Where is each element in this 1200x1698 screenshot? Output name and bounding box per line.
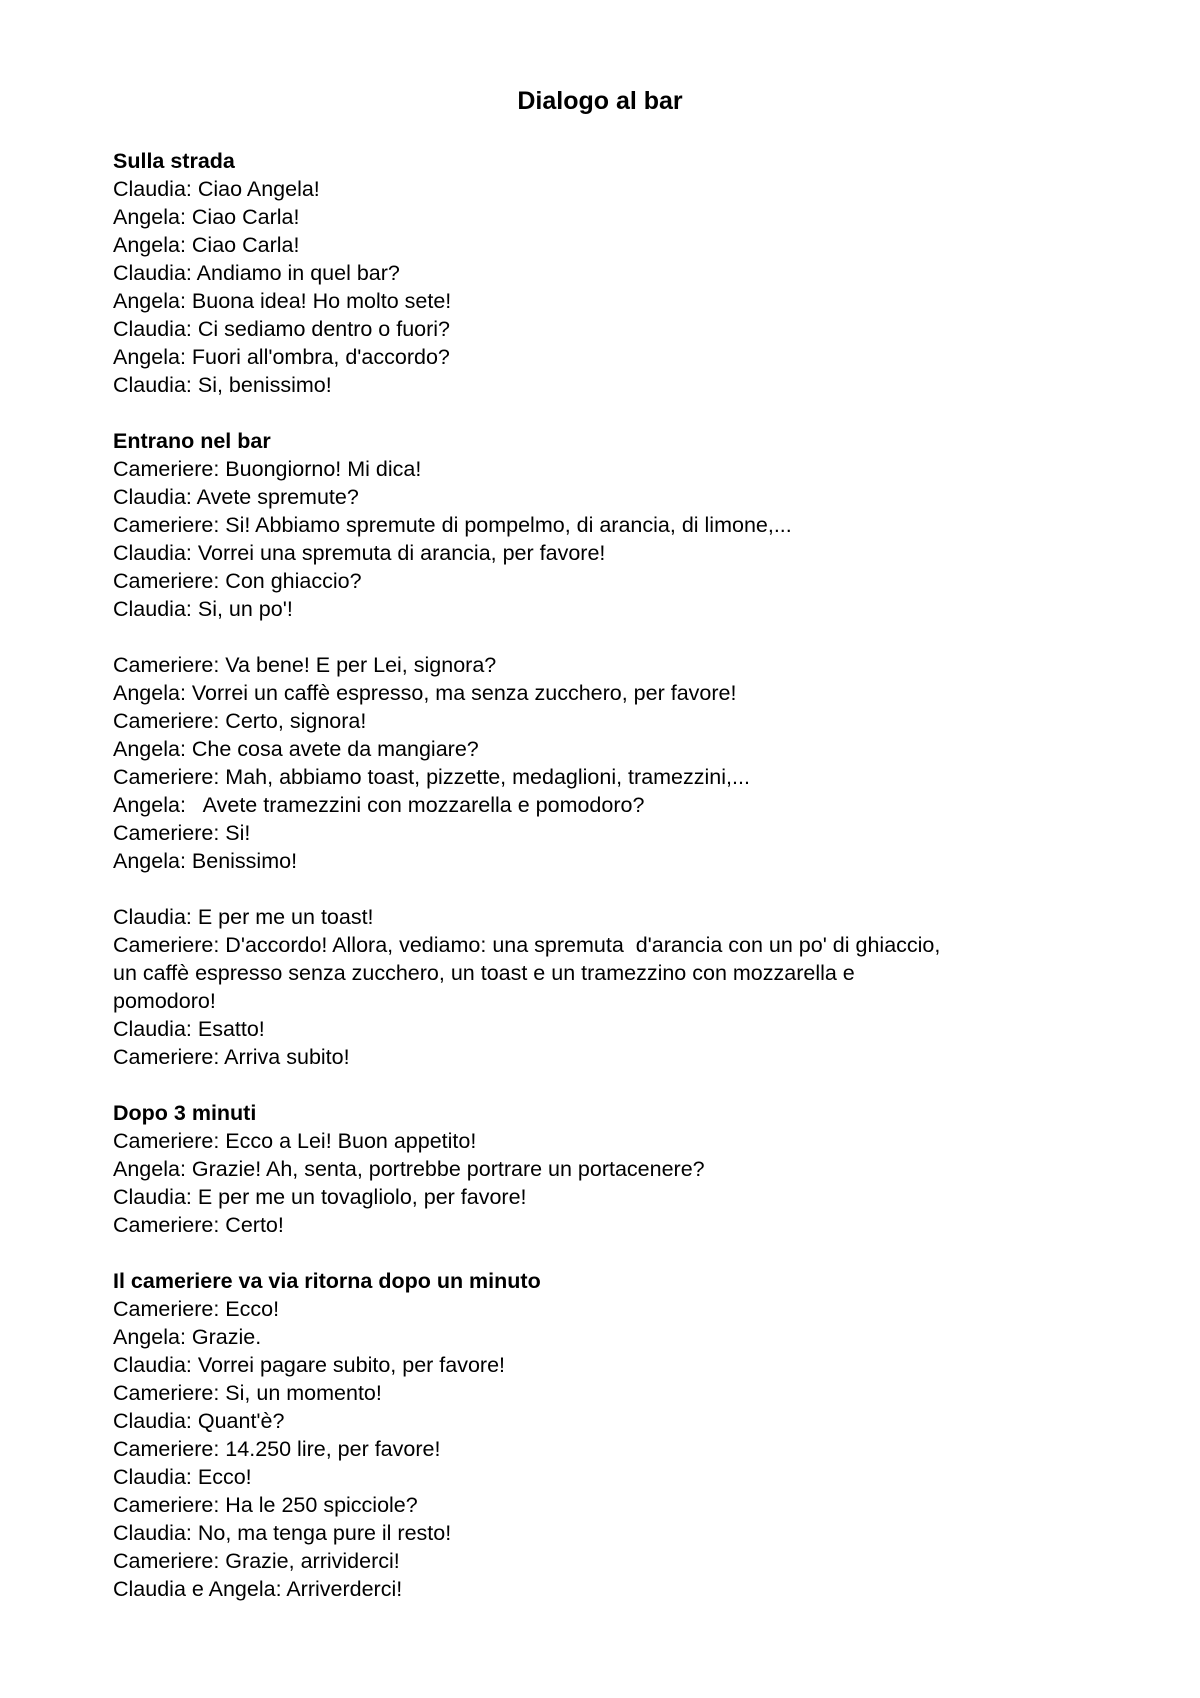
dialogue-line: Angela: Fuori all'ombra, d'accordo? bbox=[113, 345, 450, 369]
dialogue-group bbox=[113, 651, 1073, 875]
dialogue-line: Cameriere: Certo! bbox=[113, 1213, 284, 1237]
dialogue-line: Cameriere: Grazie, arrividerci! bbox=[113, 1549, 400, 1573]
dialogue-group bbox=[113, 175, 1073, 399]
dialogue-line: Angela: Vorrei un caffè espresso, ma senza zucchero, per favore! bbox=[113, 681, 737, 705]
dialogue-line: Claudia: Quant'è? bbox=[113, 1409, 285, 1433]
dialogue-line: Cameriere: Buongiorno! Mi dica! bbox=[113, 457, 422, 481]
dialogue-line: Cameriere: Certo, signora! bbox=[113, 709, 367, 733]
dialogue-line: Angela: Buona idea! Ho molto sete! bbox=[113, 289, 452, 313]
dialogue-line: Claudia: Ecco! bbox=[113, 1465, 252, 1489]
section-heading: Entrano nel bar bbox=[113, 429, 271, 453]
section-heading: Il cameriere va via ritorna dopo un minuto bbox=[113, 1269, 541, 1293]
dialogue-line: Cameriere: Con ghiaccio? bbox=[113, 569, 362, 593]
dialogue-line: Cameriere: Ha le 250 spicciole? bbox=[113, 1493, 418, 1517]
dialogue-line: Claudia: Vorrei una spremuta di arancia, per favore! bbox=[113, 541, 606, 565]
dialogue-line: Angela: Grazie. bbox=[113, 1325, 262, 1349]
section-heading: Dopo 3 minuti bbox=[113, 1101, 257, 1125]
dialogue-line: Claudia: Si, un po'! bbox=[113, 597, 293, 621]
dialogue-line: Claudia: Si, benissimo! bbox=[113, 373, 332, 397]
dialogue-line: Angela: Benissimo! bbox=[113, 849, 298, 873]
dialogue-line: Claudia: E per me un tovagliolo, per favore! bbox=[113, 1185, 527, 1209]
dialogue-line: Claudia: No, ma tenga pure il resto! bbox=[113, 1521, 452, 1545]
dialogue-line: Cameriere: Va bene! E per Lei, signora? bbox=[113, 653, 497, 677]
dialogue-line: un caffè espresso senza zucchero, un toast e un tramezzino con mozzarella e bbox=[113, 961, 855, 985]
dialogue-group bbox=[113, 1127, 1073, 1239]
dialogue-line: Angela: Ciao Carla! bbox=[113, 205, 300, 229]
dialogue-section bbox=[113, 147, 1073, 399]
dialogue-line: Cameriere: Ecco! bbox=[113, 1297, 280, 1321]
dialogue-section bbox=[113, 427, 1073, 1071]
dialogue-group bbox=[113, 1295, 1073, 1603]
dialogue-line: Claudia: Vorrei pagare subito, per favore! bbox=[113, 1353, 506, 1377]
dialogue-line: Cameriere: Arriva subito! bbox=[113, 1045, 350, 1069]
dialogue-line: Angela: Che cosa avete da mangiare? bbox=[113, 737, 479, 761]
dialogue-section bbox=[113, 1099, 1073, 1239]
dialogue-section bbox=[113, 1267, 1073, 1603]
dialogue-line: Cameriere: D'accordo! Allora, vediamo: una spremuta d'arancia con un po' di ghiaccio, bbox=[113, 933, 941, 957]
dialogue-line: pomodoro! bbox=[113, 989, 216, 1013]
dialogue-line: Cameriere: 14.250 lire, per favore! bbox=[113, 1437, 441, 1461]
dialogue-line: Claudia: E per me un toast! bbox=[113, 905, 374, 929]
dialogue-line: Cameriere: Si! bbox=[113, 821, 251, 845]
dialogue-line: Angela: Grazie! Ah, senta, portrebbe portrare un portacenere? bbox=[113, 1157, 705, 1181]
dialogue-group bbox=[113, 455, 1073, 623]
dialogue-line: Claudia: Avete spremute? bbox=[113, 485, 359, 509]
dialogue-line: Cameriere: Mah, abbiamo toast, pizzette, medaglioni, tramezzini,... bbox=[113, 765, 750, 789]
section-heading: Sulla strada bbox=[113, 149, 235, 173]
paragraph-gap bbox=[113, 623, 1073, 651]
dialogue-line: Cameriere: Ecco a Lei! Buon appetito! bbox=[113, 1129, 477, 1153]
dialogue-line: Angela: Avete tramezzini con mozzarella e pomodoro? bbox=[113, 793, 645, 817]
dialogue-line: Claudia: Esatto! bbox=[113, 1017, 265, 1041]
dialogue-line: Claudia: Andiamo in quel bar? bbox=[113, 261, 400, 285]
dialogue-group bbox=[113, 903, 1073, 1071]
dialogue-line: Claudia: Ci sediamo dentro o fuori? bbox=[113, 317, 451, 341]
dialogue-line: Cameriere: Si, un momento! bbox=[113, 1381, 382, 1405]
dialogue-line: Claudia: Ciao Angela! bbox=[113, 177, 320, 201]
dialogue-line: Claudia e Angela: Arriverderci! bbox=[113, 1577, 403, 1601]
dialogue-line: Cameriere: Si! Abbiamo spremute di pompelmo, di arancia, di limone,... bbox=[113, 513, 792, 537]
dialogue-line: Angela: Ciao Carla! bbox=[113, 233, 300, 257]
document-title: Dialogo al bar bbox=[517, 87, 683, 115]
document-body bbox=[113, 147, 1073, 1631]
paragraph-gap bbox=[113, 875, 1073, 903]
